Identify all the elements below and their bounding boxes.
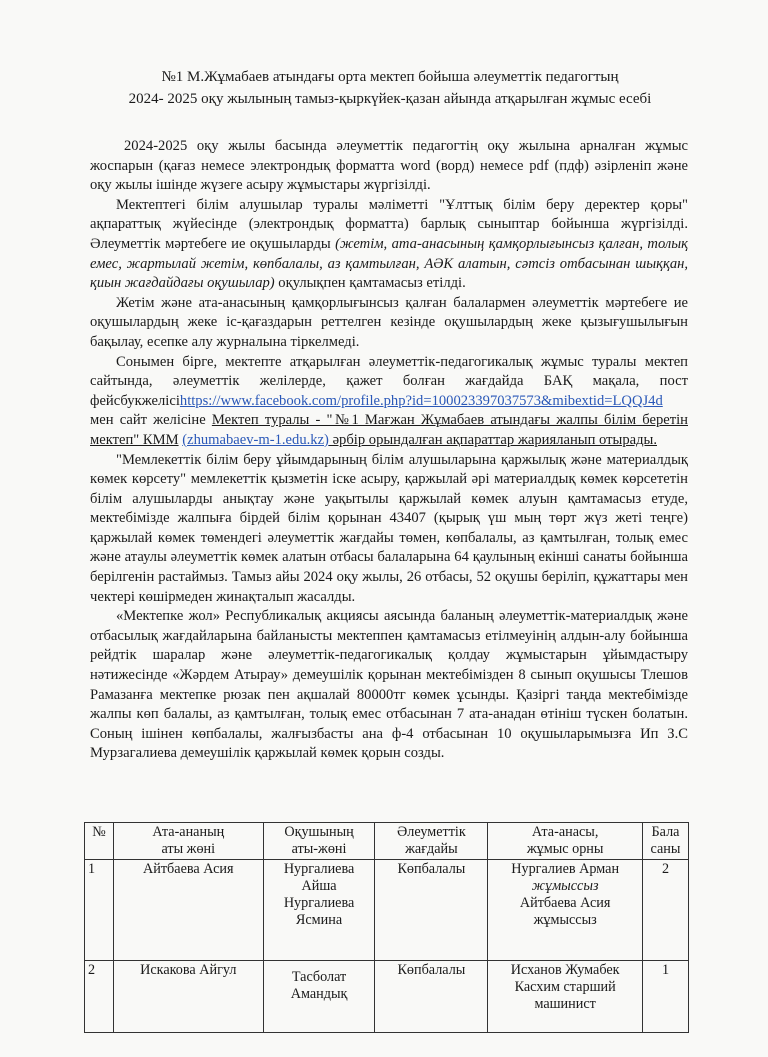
col-header-parent	[113, 823, 263, 860]
cell-work	[488, 860, 643, 961]
col-header-count	[642, 823, 688, 860]
cell-count: 1	[642, 961, 688, 1033]
families-table	[84, 822, 689, 1033]
title-line-2: 2024- 2025 оқу жылының тамыз-қыркүйек-қазан айында атқарылған жұмыс есебі	[128, 91, 652, 107]
paragraph-database	[90, 196, 688, 294]
school-site-name[interactable]: Мектеп туралы - "№1 Мағжан Жұмабаев атындағы жалпы білім беретін мектеп" КММ	[90, 412, 688, 448]
cell-work-line: жұмыссыз	[531, 878, 599, 894]
report-body	[90, 137, 688, 764]
paragraph-orphans: Жетім және ата-анасының қамқорлығынсыз қалған балалармен әлеуметтік мәртебеге ие оқушылардың жеке іс-қағаздарын реттелген кезінде оқушылардың жеке қызығушылығын бақылау, есепке алу журналына тіркелмеді.	[90, 294, 688, 350]
col-header-count-text: Бала саны	[650, 824, 681, 857]
paragraph-road-to-school: «Мектепке жол» Республикалық акциясы аясында баланың әлеуметтік-материалдық және отбасылық жағдайларына байланысты мектеппен қамтамасыз етілмеуінің алдын-алу бойынша рейдтік шаралар және әлеуметтік-педагогикалық қолдау жұмыстарын ұйымдастыру нәтижесінде «Жәрдем Атырау» демеушілік қорынан мектебімізден 8 сынып оқушысы Тлешов Рамазанға мектепке рюзак пен ақшалай 80000тг көмек ұсынды. Қазіргі таңда мектебімізде жалпы көп балалы, аз қамтылған, толық емес отбасынан 7 ата-анадан өтініш түскен болатын. Соның ішінен көпбалалы, жалғызбасты ана ф-4 отбасынан 10 оқушыларымызға Ип З.С Мурзагалиева демеушілік қаржылай көмек қорын созды.	[90, 608, 688, 762]
col-header-student-text: Оқушының аты-жөні	[284, 824, 354, 857]
col-header-num-text: №	[92, 824, 106, 840]
document-title	[70, 66, 710, 110]
school-site-link[interactable]: (zhumabaev-m-1.edu.kz)	[182, 431, 329, 448]
cell-count: 2	[642, 860, 688, 961]
cell-students: Нургалиева Айша Нургалиева Ясмина	[263, 860, 375, 961]
cell-parent: Искакова Айгул	[113, 961, 263, 1033]
cell-work-line: Нургалиев Арман	[511, 861, 620, 877]
cell-num: 2	[85, 961, 114, 1033]
col-header-student	[263, 823, 375, 860]
cell-work: Исханов Жумабек Касхим старший машинист	[488, 961, 643, 1033]
paragraph-publicity-mid: мен сайт желісіне	[90, 412, 212, 429]
col-header-status-text: Әлеуметтік жағдайы	[397, 824, 466, 857]
paragraph-database-text: Мектептегі білім алушылар туралы мәліметті "Ұлттық білім беру деректер қоры" ақпараттық жүйесінде (электрондық форматта) барлық сыныптар бойынша жүргізілді. Әлеуметтік мәртебеге ие оқушыларды	[90, 196, 688, 252]
col-header-work-text: Ата-анасы, жұмыс орны	[526, 824, 604, 857]
cell-parent: Айтбаева Асия	[113, 860, 263, 961]
cell-status: Көпбалалы	[375, 961, 488, 1033]
paragraph-publicity-text: Сонымен бірге, мектепте атқарылған әлеуметтік-педагогикалық жұмыс туралы мектеп сайтында, әлеуметтік желілерде, қажет болған жағдайда БАҚ мақала, пост фейсбукжелісі	[90, 353, 688, 409]
col-header-work	[488, 823, 643, 860]
title-line-1: №1 М.Жұмабаев атындағы орта мектеп бойыша әлеуметтік педагогтың	[161, 69, 619, 85]
paragraph-publicity-tail: әрбір орындалған ақпараттар жарияланып отырады.	[328, 431, 657, 448]
cell-students: Тасболат Амандық	[263, 961, 375, 1033]
paragraph-publicity	[90, 353, 688, 451]
col-header-status	[375, 823, 488, 860]
col-header-num	[85, 823, 114, 860]
table-header-row	[85, 823, 689, 860]
paragraph-work-plan: 2024-2025 оқу жылы басында әлеуметтік педагогтің оқу жылына арналған жұмыс жоспарын (қағаз немесе электрондық форматта word (ворд) немесе pdf (пдф) әзірленіп және оқу жылы ішінде жүзеге асыру жұмыстары жүргізілді.	[90, 138, 688, 194]
cell-work-line: Айтбаева Асия	[519, 895, 611, 911]
paragraph-database-italic: (жетім, ата-анасының қамқорлығынсыз қалған, толық емес, жартылай жетім, көпбалалы, аз қамтылған, АӘК алатын, сәтсіз отбасынан шыққан, қиын жағдайдағы оқушылар)	[90, 235, 688, 292]
cell-status: Көпбалалы	[375, 860, 488, 961]
facebook-link[interactable]: https://www.facebook.com/profile.php?id=100023397037573&mibextid=LQQJ4d	[179, 392, 663, 409]
paragraph-database-tail: оқулықпен қамтамасыз етілді.	[274, 275, 466, 292]
paragraph-financial-aid: "Мемлекеттік білім беру ұйымдарының білім алушыларына қаржылық және материалдық көмек көрсету" мемлекеттік қызметін іске асыру, қаржылай әрі материалдық көмек көрсететін білім алушыларды анықтау және уақытылы қаржылай көмек алуын қамтамасыз етуде, мектебімізде жалпыға бірдей білім қорынан 43407 (қырық үш мың төрт жүз жеті теңге) қаржылай көмек төмендегі әлеуметтік жағдайы төмен, көпбалалы, аз қамтылған, толық емес және атаулы әлеуметтік көмек алатын отбасы балаларына 64 қаулының екінші санаты бойынша берілгенін растаймыз. Тамыз айы 2024 оқу жылы, 26 отбасы, 52 оқушы беріліп, құжаттары мен чектері көшірмеден жинақталып жасалды.	[90, 451, 688, 605]
col-header-parent-text: Ата-ананың аты жөні	[152, 824, 225, 857]
table-row	[85, 860, 689, 961]
table-row	[85, 961, 689, 1033]
cell-work-line: жұмыссыз	[533, 912, 597, 928]
cell-num: 1	[85, 860, 114, 961]
